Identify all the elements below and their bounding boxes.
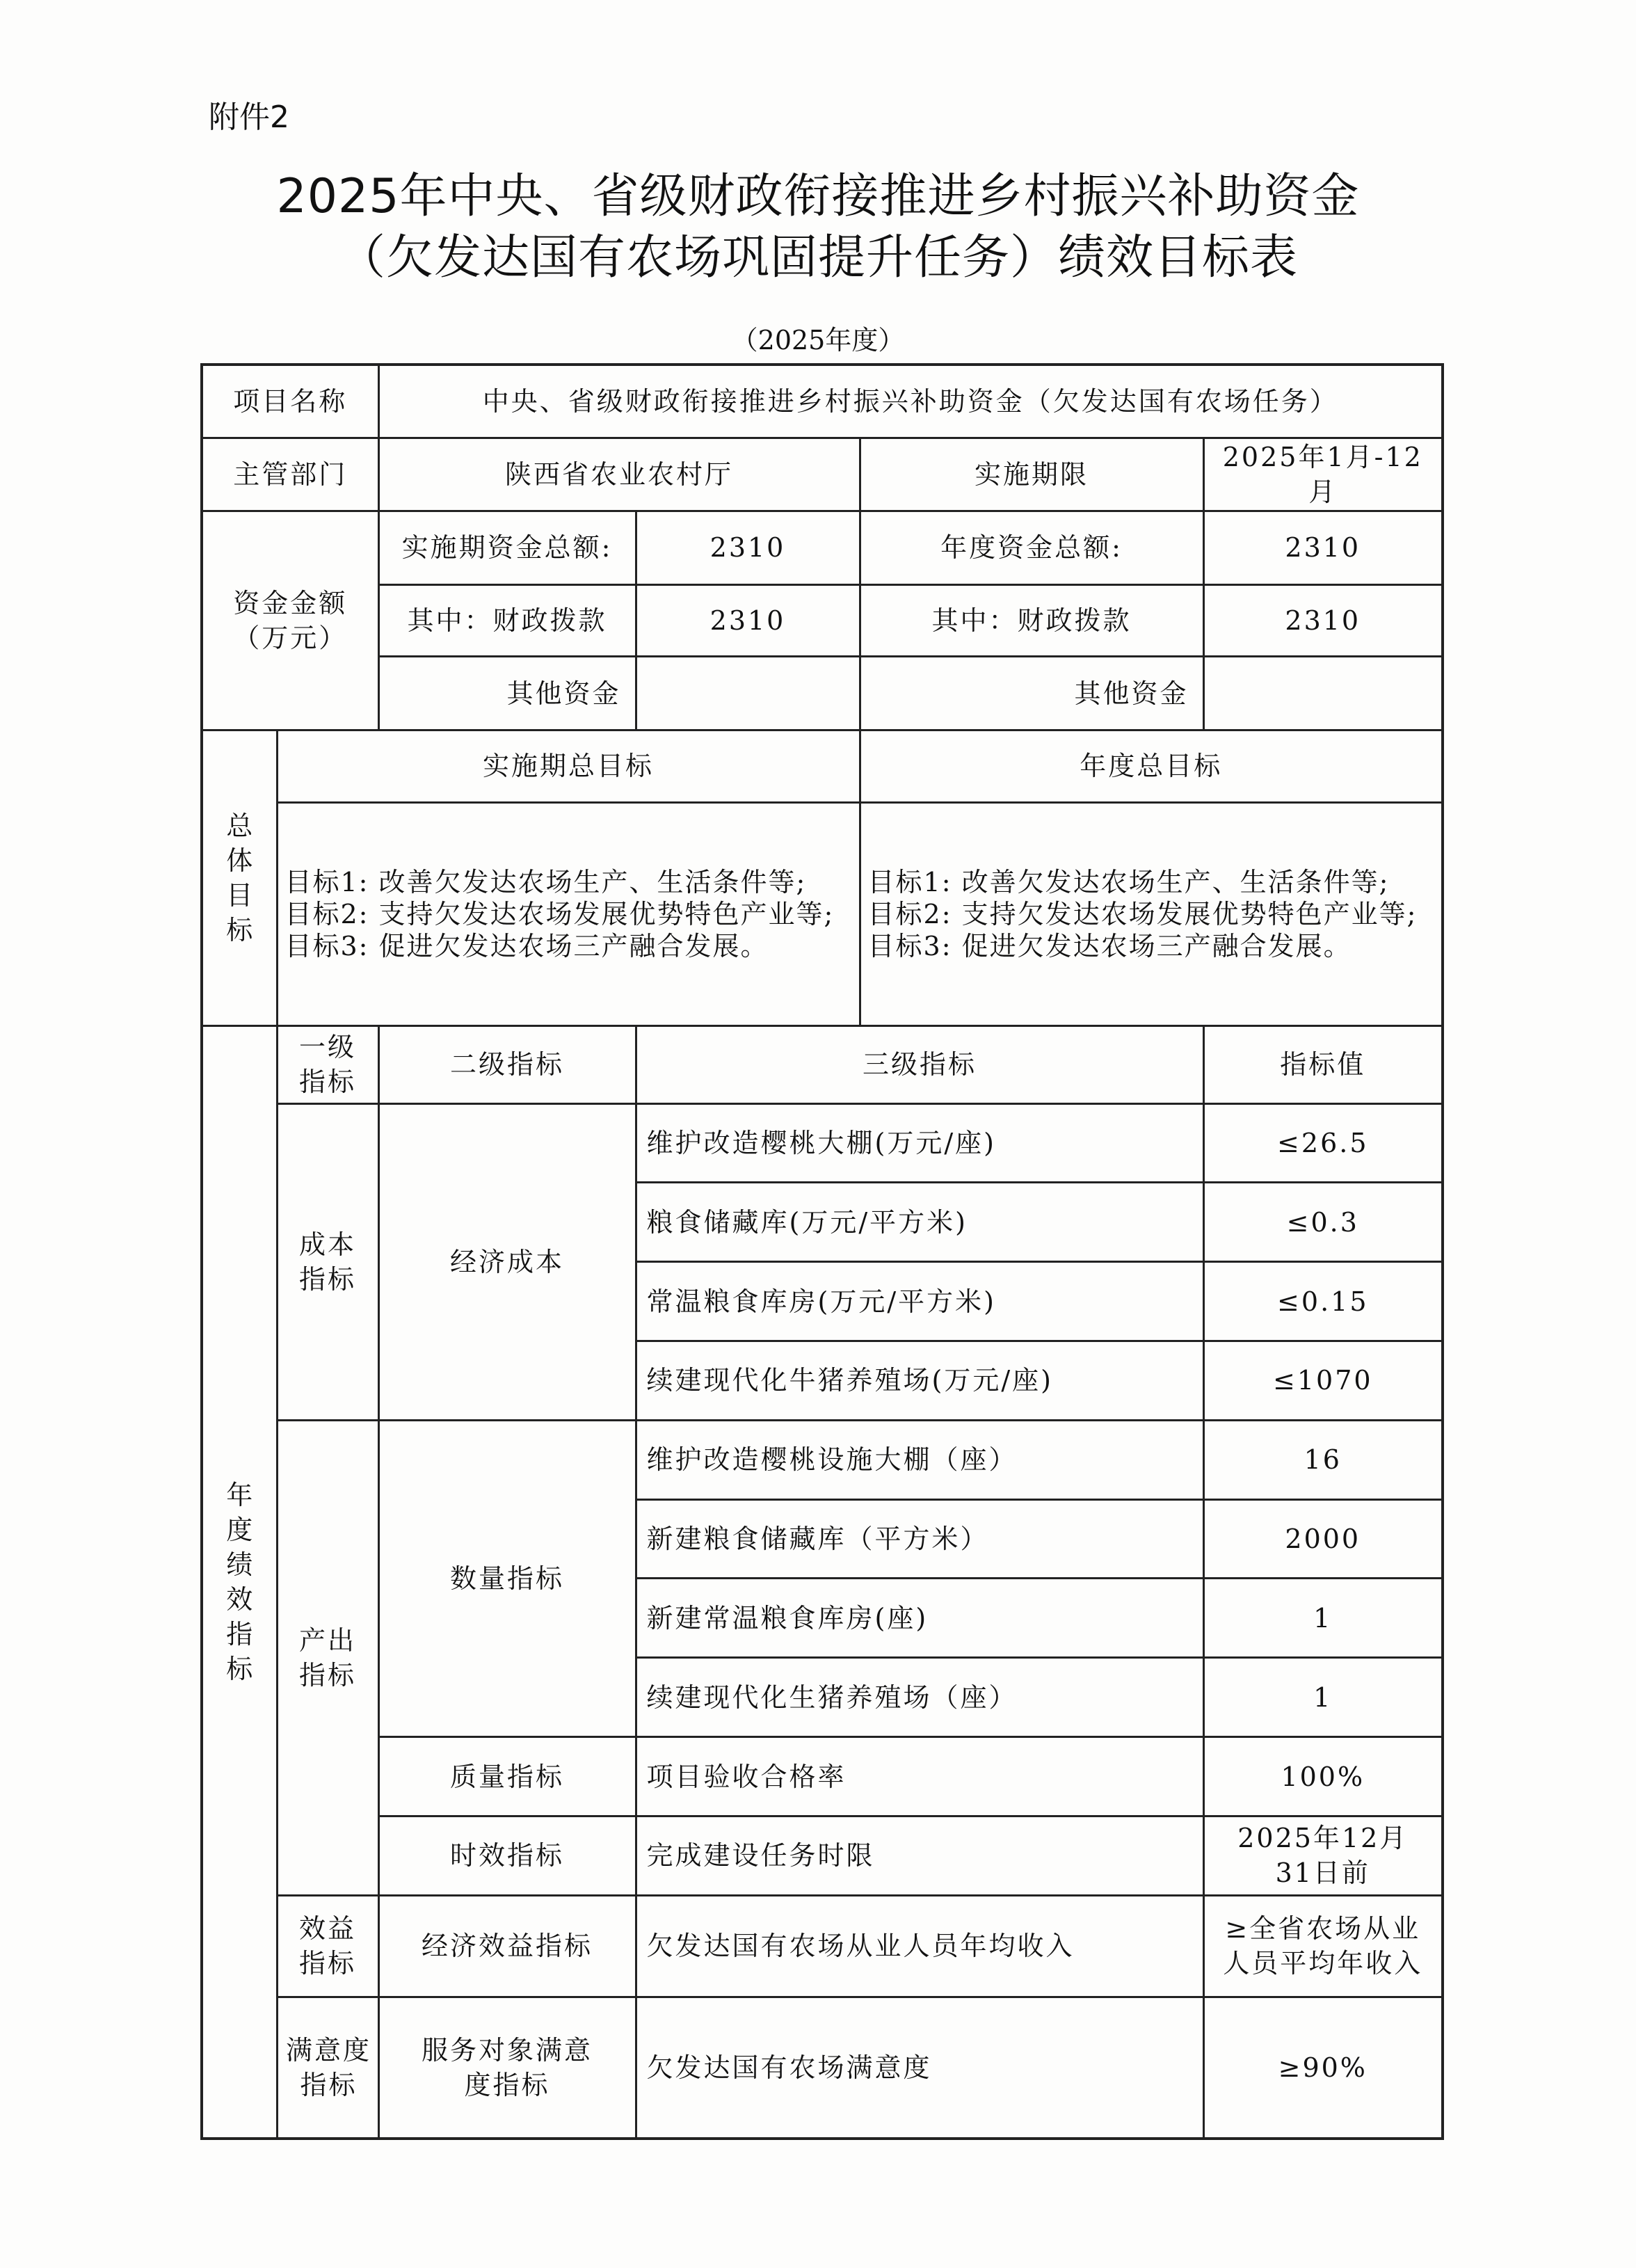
funds-annual-other-label: 其他资金 [860,657,1203,730]
quantity-row-4-value: 1 [1203,1658,1443,1737]
period-goal-1: 目标1: 改善欠发达农场生产、生活条件等; [284,866,807,897]
funds-label [202,511,378,730]
quantity-row-2-value: 2000 [1203,1499,1443,1579]
funds-total-label: 实施期资金总额: [378,511,636,584]
quantity-row-3-name: 新建常温粮食库房(座) [636,1579,1203,1658]
header-level1-text: 一级指标 [298,1032,356,1098]
quantity-row-3-value: 1 [1203,1579,1443,1658]
cost-level1-text: 成本指标 [298,1229,356,1295]
page-title-line1: 2025年中央、省级财政衔接推进乡村振兴补助资金 [276,169,1360,224]
quantity-row-1-value: 16 [1203,1420,1443,1499]
quantity-row-4-name: 续建现代化生猪养殖场（座） [636,1658,1203,1737]
period-goal-2: 目标2: 支持欠发达农场发展优势特色产业等; [284,898,835,929]
cost-level2: 经济成本 [378,1103,636,1420]
quantity-label: 数量指标 [378,1420,636,1736]
satisfaction-level2-text: 服务对象满意度指标 [422,2035,593,2101]
funds-other-label: 其他资金 [378,657,636,730]
header-value: 指标值 [1203,1025,1443,1103]
project-name-value: 中央、省级财政衔接推进乡村振兴补助资金（欠发达国有农场任务） [378,365,1443,438]
performance-target-table [200,363,1444,2140]
annual-goals [860,802,1443,1025]
page-title-line2: （欠发达国有农场巩固提升任务）绩效目标表 [337,230,1298,285]
funds-label-text: 资金金额（万元） [233,587,348,653]
annual-goal-2: 目标2: 支持欠发达农场发展优势特色产业等; [867,898,1418,929]
timeliness-label: 时效指标 [378,1816,636,1895]
cost-level1 [277,1103,378,1420]
quantity-row-1-name: 维护改造樱桃设施大棚（座） [636,1420,1203,1499]
benefit-level1-text: 效益指标 [298,1913,356,1979]
dept-label: 主管部门 [202,438,378,511]
quantity-row-2-name: 新建粮食储藏库（平方米） [636,1499,1203,1579]
funds-total-value: 2310 [636,511,860,584]
timeliness-value-text: 2025年12月31日前 [1237,1823,1409,1889]
satisfaction-level1-text: 满意度指标 [285,2035,371,2101]
funds-annual-total-label: 年度资金总额: [860,511,1203,584]
funds-annual-total-value: 2310 [1203,511,1443,584]
annual-goal-header: 年度总目标 [860,730,1443,802]
funds-fiscal-label: 其中：财政拨款 [378,584,636,657]
cost-row-1-value: ≤26.5 [1203,1103,1443,1183]
goals-label-cell [202,730,277,1025]
cost-row-3-name: 常温粮食库房(万元/平方米) [636,1262,1203,1341]
header-level3: 三级指标 [636,1025,1203,1103]
output-level1-text: 产出指标 [298,1624,356,1691]
period-goal-3: 目标3: 促进欠发达农场三产融合发展。 [284,930,769,961]
dept-value: 陕西省农业农村厅 [378,438,860,511]
timeliness-value [1203,1816,1443,1895]
cost-row-2-name: 粮食储藏库(万元/平方米) [636,1183,1203,1262]
indicators-label-cell [202,1025,277,2139]
funds-annual-fiscal-value: 2310 [1203,584,1443,657]
satisfaction-level1 [277,1997,378,2139]
annual-goal-3: 目标3: 促进欠发达农场三产融合发展。 [867,930,1352,961]
benefit-value-text: ≥全省农场从业人员平均年收入 [1223,1913,1423,1979]
period-label: 实施期限 [860,438,1203,511]
funds-annual-fiscal-label: 其中：财政拨款 [860,584,1203,657]
funds-annual-other-value [1203,657,1443,730]
quality-label: 质量指标 [378,1737,636,1816]
period-goal-header: 实施期总目标 [277,730,860,802]
satisfaction-level2 [378,1997,636,2139]
cost-row-3-value: ≤0.15 [1203,1262,1443,1341]
funds-other-value [636,657,860,730]
goals-label: 总体目标 [226,810,253,945]
benefit-name: 欠发达国有农场从业人员年均收入 [636,1895,1203,1997]
satisfaction-value: ≥90% [1203,1997,1443,2139]
header-level1 [277,1025,378,1103]
cost-row-1-name: 维护改造樱桃大棚(万元/座) [636,1103,1203,1183]
project-name-label: 项目名称 [202,365,378,438]
quality-value: 100% [1203,1737,1443,1816]
header-level2: 二级指标 [378,1025,636,1103]
cost-row-2-value: ≤0.3 [1203,1183,1443,1262]
benefit-level2: 经济效益指标 [378,1895,636,1997]
period-value: 2025年1月-12月 [1203,438,1443,511]
cost-row-4-value: ≤1070 [1203,1341,1443,1420]
timeliness-name: 完成建设任务时限 [636,1816,1203,1895]
year-label: （2025年度） [731,325,905,356]
annex-label: 附件2 [209,99,289,135]
funds-fiscal-value: 2310 [636,584,860,657]
benefit-level1 [277,1895,378,1997]
annual-goal-1: 目标1: 改善欠发达农场生产、生活条件等; [867,866,1390,897]
benefit-value [1203,1895,1443,1997]
quality-name: 项目验收合格率 [636,1737,1203,1816]
period-goals [277,802,860,1025]
indicators-label: 年度绩效指标 [226,1479,253,1684]
output-level1 [277,1420,378,1895]
satisfaction-name: 欠发达国有农场满意度 [636,1997,1203,2139]
cost-row-4-name: 续建现代化牛猪养殖场(万元/座) [636,1341,1203,1420]
